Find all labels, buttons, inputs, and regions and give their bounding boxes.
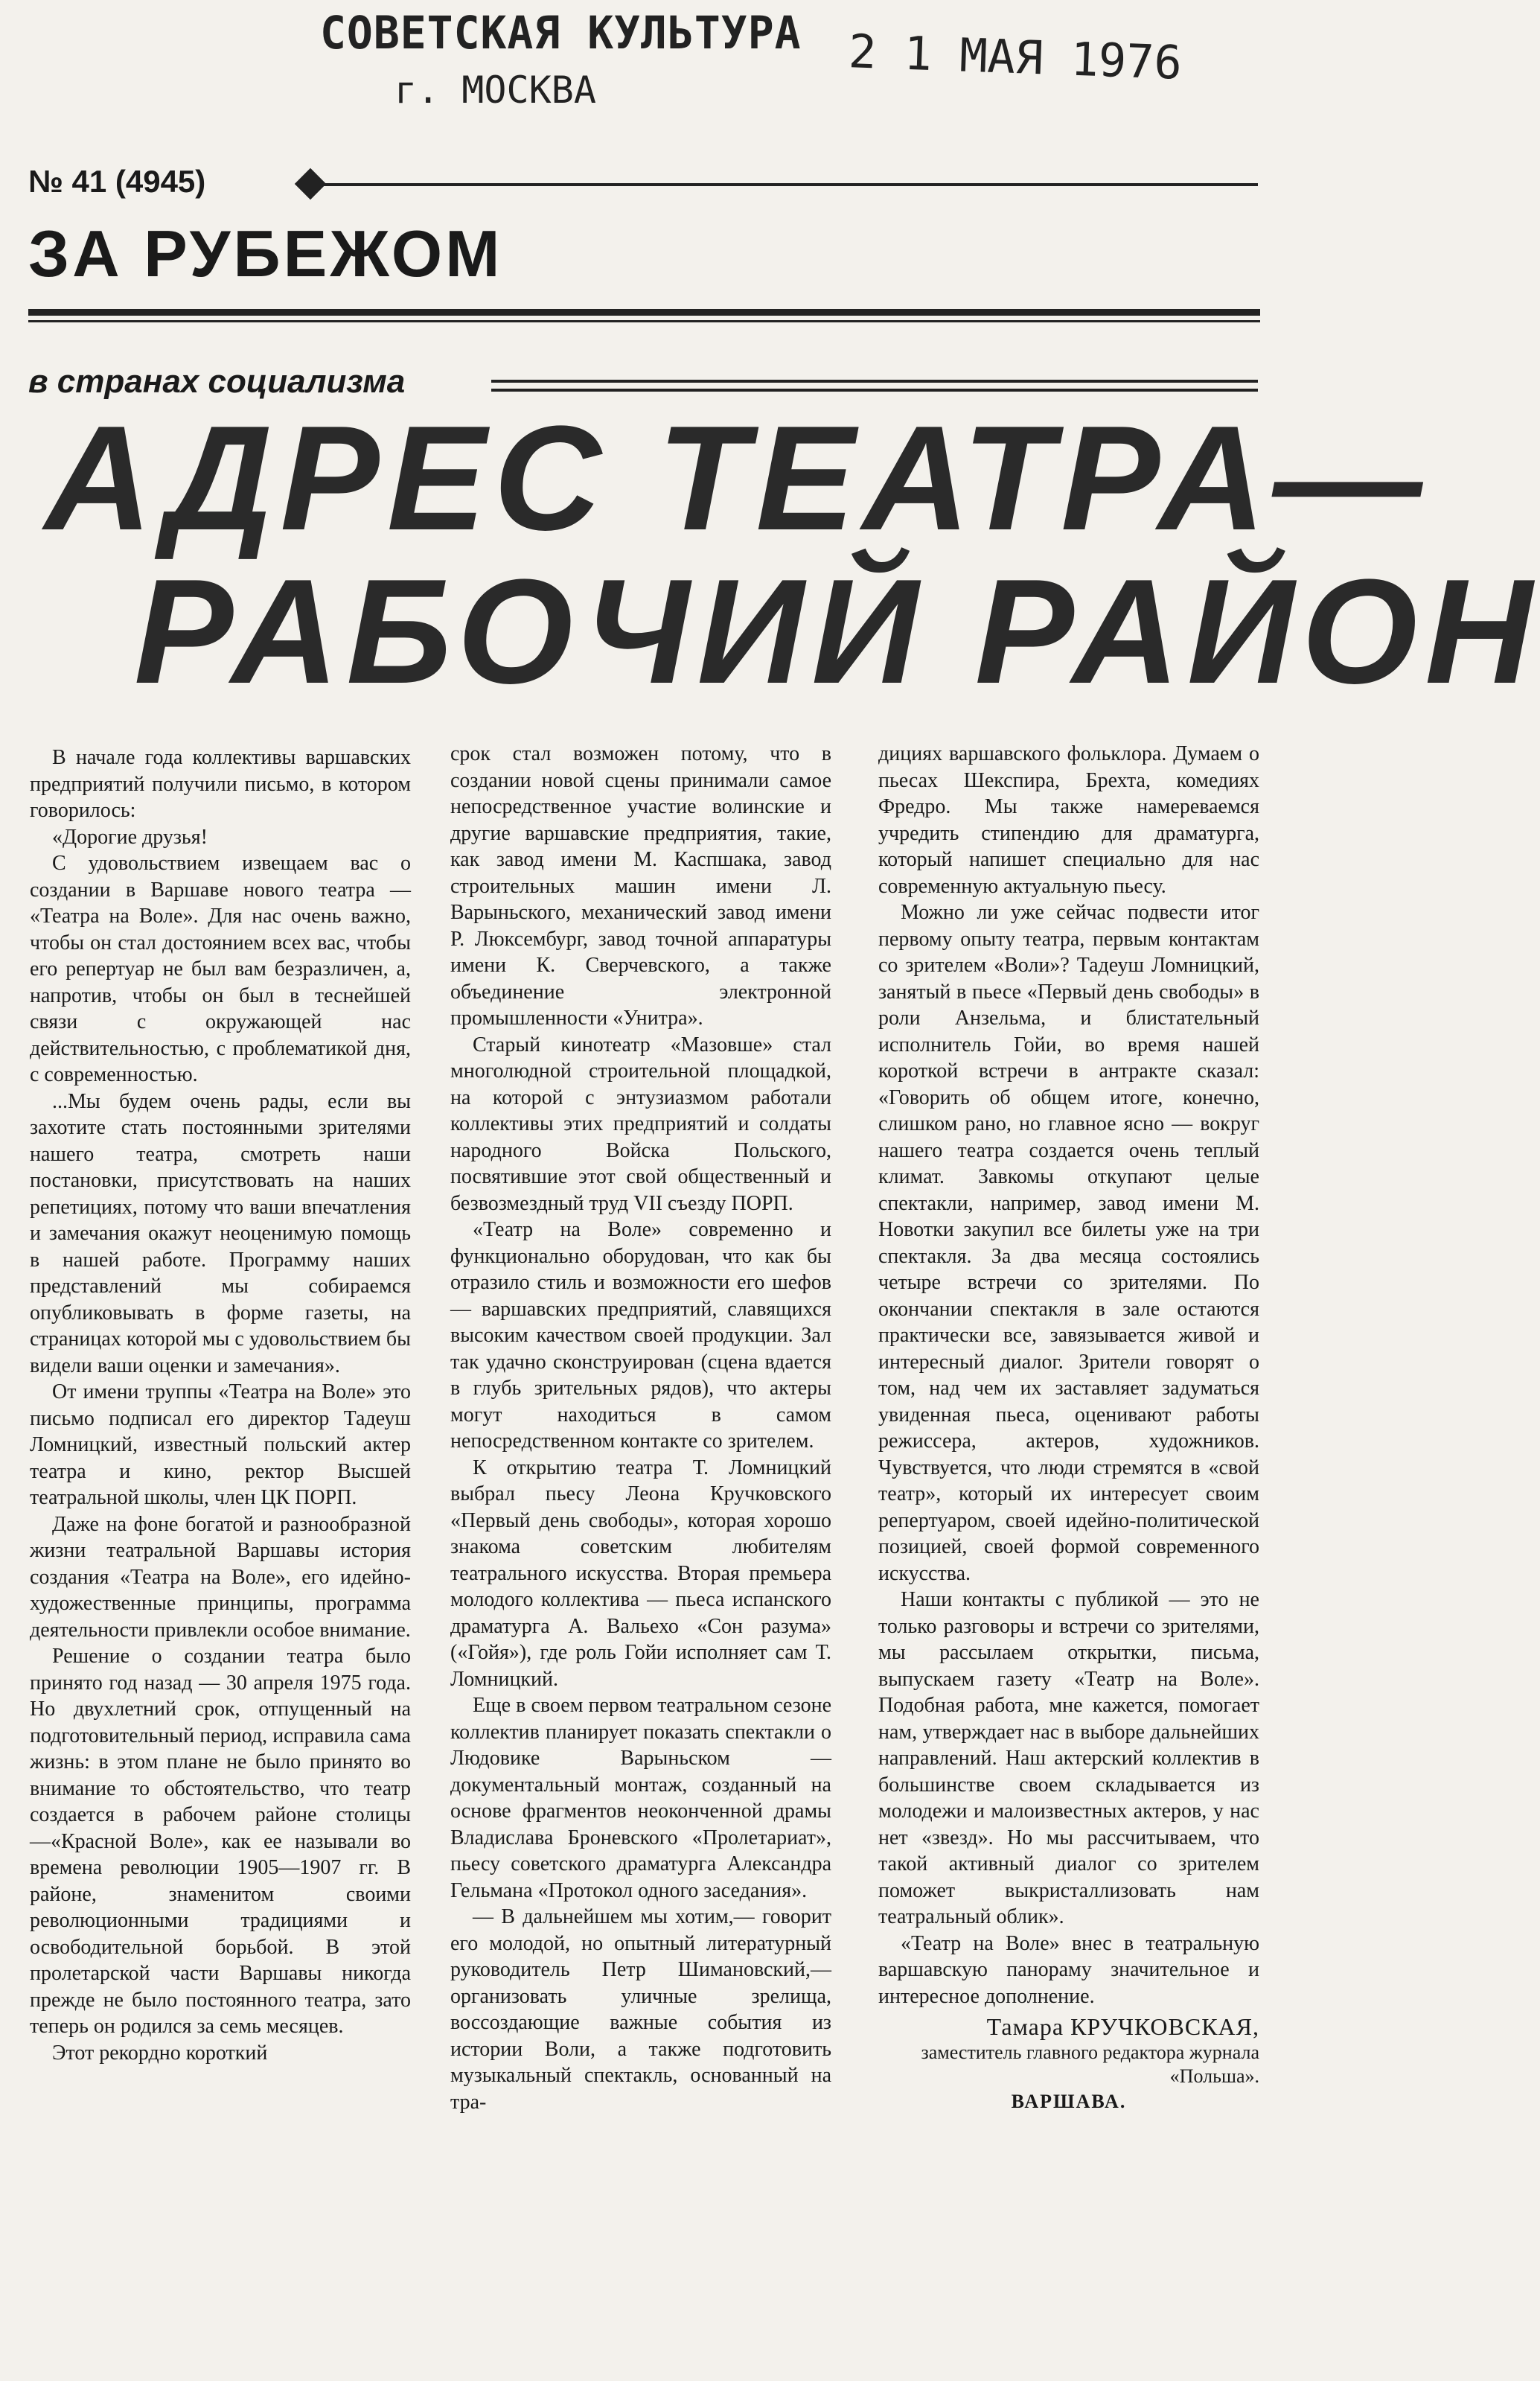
paragraph: — В дальнейшем мы хотим,— говорит его молодой, но опытный литературный руководитель Петр Шимановский,— организовать уличные зрелища, воссоздающие важные события из истории Воли, а также подготовить музыкальный спектакль, основанный на тра- [450, 1905, 831, 2114]
paragraph: «Театр на Воле» современно и функционально оборудован, что как бы отразило стиль и возможности его шефов — варшавских предприятий, славящихся высоким качеством своей продукции. Зал так удачно сконструирован (сцена вдается в глубь зрительных рядов), что актеры могут находиться в самом непосредственном контакте со зрителем. [450, 1218, 831, 1453]
paragraph: Наши контакты с публикой — это не только разговоры и встречи со зрителями, мы рассылаем открытки, письма, выпускаем газету «Театр на Воле». Подобная работа, мне кажется, помогает нам, утверждает нас в выборе дальнейших направлений. Наш актерский коллектив в большинстве своем складывается из молодежи и малоизвестных актеров, у нас нет «звезд». Но мы рассчитываем, что такой активный диалог со зрителем поможет выкристаллизовать нам театральный облик». [878, 1588, 1259, 1928]
paragraph: В начале года коллективы варшавских предприятий получили письмо, в котором говорилось: [30, 746, 411, 822]
article-column-3 [878, 741, 1259, 2114]
paragraph: «Театр на Воле» внес в театральную варшавскую панораму значительное и интересное дополнение. [878, 1931, 1259, 2008]
paragraph: С удовольствием извещаем вас о создании в Варшаве нового театра — «Театра на Воле». Для нас очень важно, чтобы он стал достоянием всех вас, чтобы его репертуар не был вам безразличен, а, напротив, чтобы он был в теснейшей связи с окружающей нас действительностью, с проблематикой дня, с современностью. [30, 852, 411, 1086]
section-rule-thin [28, 320, 1260, 322]
paragraph: Еще в своем первом театральном сезоне коллектив планирует показать спектакли о Людовике Варыньском — документальный монтаж, созданный на основе фрагментов неоконченной драмы Владислава Броневского «Пролетариат», пьесу советского драматурга Александра Гельмана «Протокол одного заседания». [450, 1694, 831, 1902]
section-rule-thick [28, 309, 1260, 316]
paragraph: Даже на фоне богатой и разнообразной жизни театральной Варшавы история создания «Театра на Воле», его идейно-художественные принципы, программа деятельности привлекли особое внимание. [30, 1512, 411, 1642]
stamp-date: 2 1 МАЯ 1976 [847, 24, 1183, 90]
section-title: ЗА РУБЕЖОМ [28, 217, 503, 290]
paragraph: Решение о создании театра было принято год назад — 30 апреля 1975 года. Но двухлетний срок, отпущенный на подготовительный период, исправила сама жизнь: в этом плане не было принято во внимание то обстоятельство, что театр создается в рабочем районе столицы—«Красной Воле», как ее называли во времена революции 1905—1907 гг. В районе, знаменитом своими революционными традициями и освободительной борьбой. В этой пролетарской части Варшавы никогда прежде не было постоянного театра, зато теперь он родился за семь месяцев. [30, 1645, 411, 2038]
diamond-ornament-icon [295, 168, 326, 200]
author-city: ВАРШАВА. [1011, 2090, 1127, 2112]
paragraph: Можно ли уже сейчас подвести итог первому опыту театра, первым контактам со зрителем «Воли»? Тадеуш Ломницкий, занятый в пьесе «Первый день свободы» в роли Анзельма, и блистательный исполнитель Гойи, во время нашей короткой встречи в антракте сказал: «Говорить об общем итоге, конечно, слишком рано, но главное ясно — вокруг нашего театра создается очень теплый климат. Завкомы откупают целые спектакли, например, завод имени М. Новотки закупил все билеты уже на три спектакля. За два месяца состоялись четыре встречи со зрителями. По окончании спектакля в зале остаются практически все, завязывается живой и интересный диалог. Зрители говорят о том, над чем их заставляет задуматься увиденная пьеса, оценивают работы режиссера, актеров, художников. Чувствуется, что люди стремятся в «свой театр», который их интересует своим репертуаром, своей идейно-политической позицией, своей формой современного искусства. [878, 901, 1259, 1585]
issue-number: № 41 (4945) [28, 164, 206, 199]
headline-line-1: АДРЕС ТЕАТРА— [45, 395, 1430, 561]
paragraph: ...Мы будем очень рады, если вы захотите стать постоянными зрителями нашего театра, смотреть наши постановки, присутствовать на наших репетициях, потому что ваши впечатления и замечания окажут неоценимую помощь в нашей работе. Программу наших представлений мы собираемся опубликовывать в форме газеты, на страницах которой мы с удовольствием бы видели ваши оценки и замечания». [30, 1089, 411, 1377]
paragraph: дициях варшавского фольклора. Думаем о пьесах Шекспира, Брехта, комедиях Фредро. Мы также намереваемся учредить стипендию для драматурга, который напишет специально для нас современную актуальную пьесу. [878, 742, 1259, 898]
paragraph: От имени труппы «Театра на Воле» это письмо подписал его директор Тадеуш Ломницкий, известный польский актер театра и кино, ректор Высшей театральной школы, член ЦК ПОРП. [30, 1380, 411, 1509]
article-column-2 [450, 741, 831, 2115]
author-name: Тамара КРУЧКОВСКАЯ, [986, 2013, 1259, 2040]
author-signature [878, 2014, 1259, 2114]
stamp-newspaper-name: СОВЕТСКАЯ КУЛЬТУРА [320, 6, 802, 60]
rubric: в странах социализма [28, 363, 406, 400]
stamp-city: г. МОСКВА [394, 68, 596, 112]
paragraph: Этот рекордно короткий [52, 2041, 268, 2065]
rubric-rule [491, 389, 1258, 392]
paragraph: К открытию театра Т. Ломницкий выбрал пьесу Леона Кручковского «Первый день свободы», которая хорошо знакома советским любителям театрального искусства. Вторая премьера молодого коллектива — пьеса испанского драматурга А. Вальехо «Сон разума» («Гойя»), где роль Гойи исполняет сам Т. Ломницкий. [450, 1456, 831, 1691]
issue-rule [298, 183, 1258, 186]
paragraph: Старый кинотеатр «Мазовше» стал многолюдной строительной площадкой, на которой с энтузиазмом работали коллективы этих предприятий и солдаты народного Войска Польского, посвятившие этот свой общественный и безвозмездный труд VII съезду ПОРП. [450, 1033, 831, 1215]
paragraph: «Дорогие друзья! [52, 825, 208, 849]
headline [45, 395, 1540, 715]
rubric-rule [491, 380, 1258, 383]
paragraph: срок стал возможен потому, что в создании новой сцены принимали самое непосредственное участие волинские и другие варшавские предприятия, такие, как завод имени М. Каспшака, завод строительных машин имени Л. Варыньского, механический завод имени Р. Люксембург, завод точной аппаратуры имени К. Сверчевского, а также объединение электронной промышленности «Унитра». [450, 742, 831, 1030]
article-column-1 [30, 745, 411, 2066]
author-role: заместитель главного редактора журнала «Польша». [921, 2041, 1259, 2087]
headline-line-2: РАБОЧИЙ РАЙОН [134, 549, 1540, 715]
